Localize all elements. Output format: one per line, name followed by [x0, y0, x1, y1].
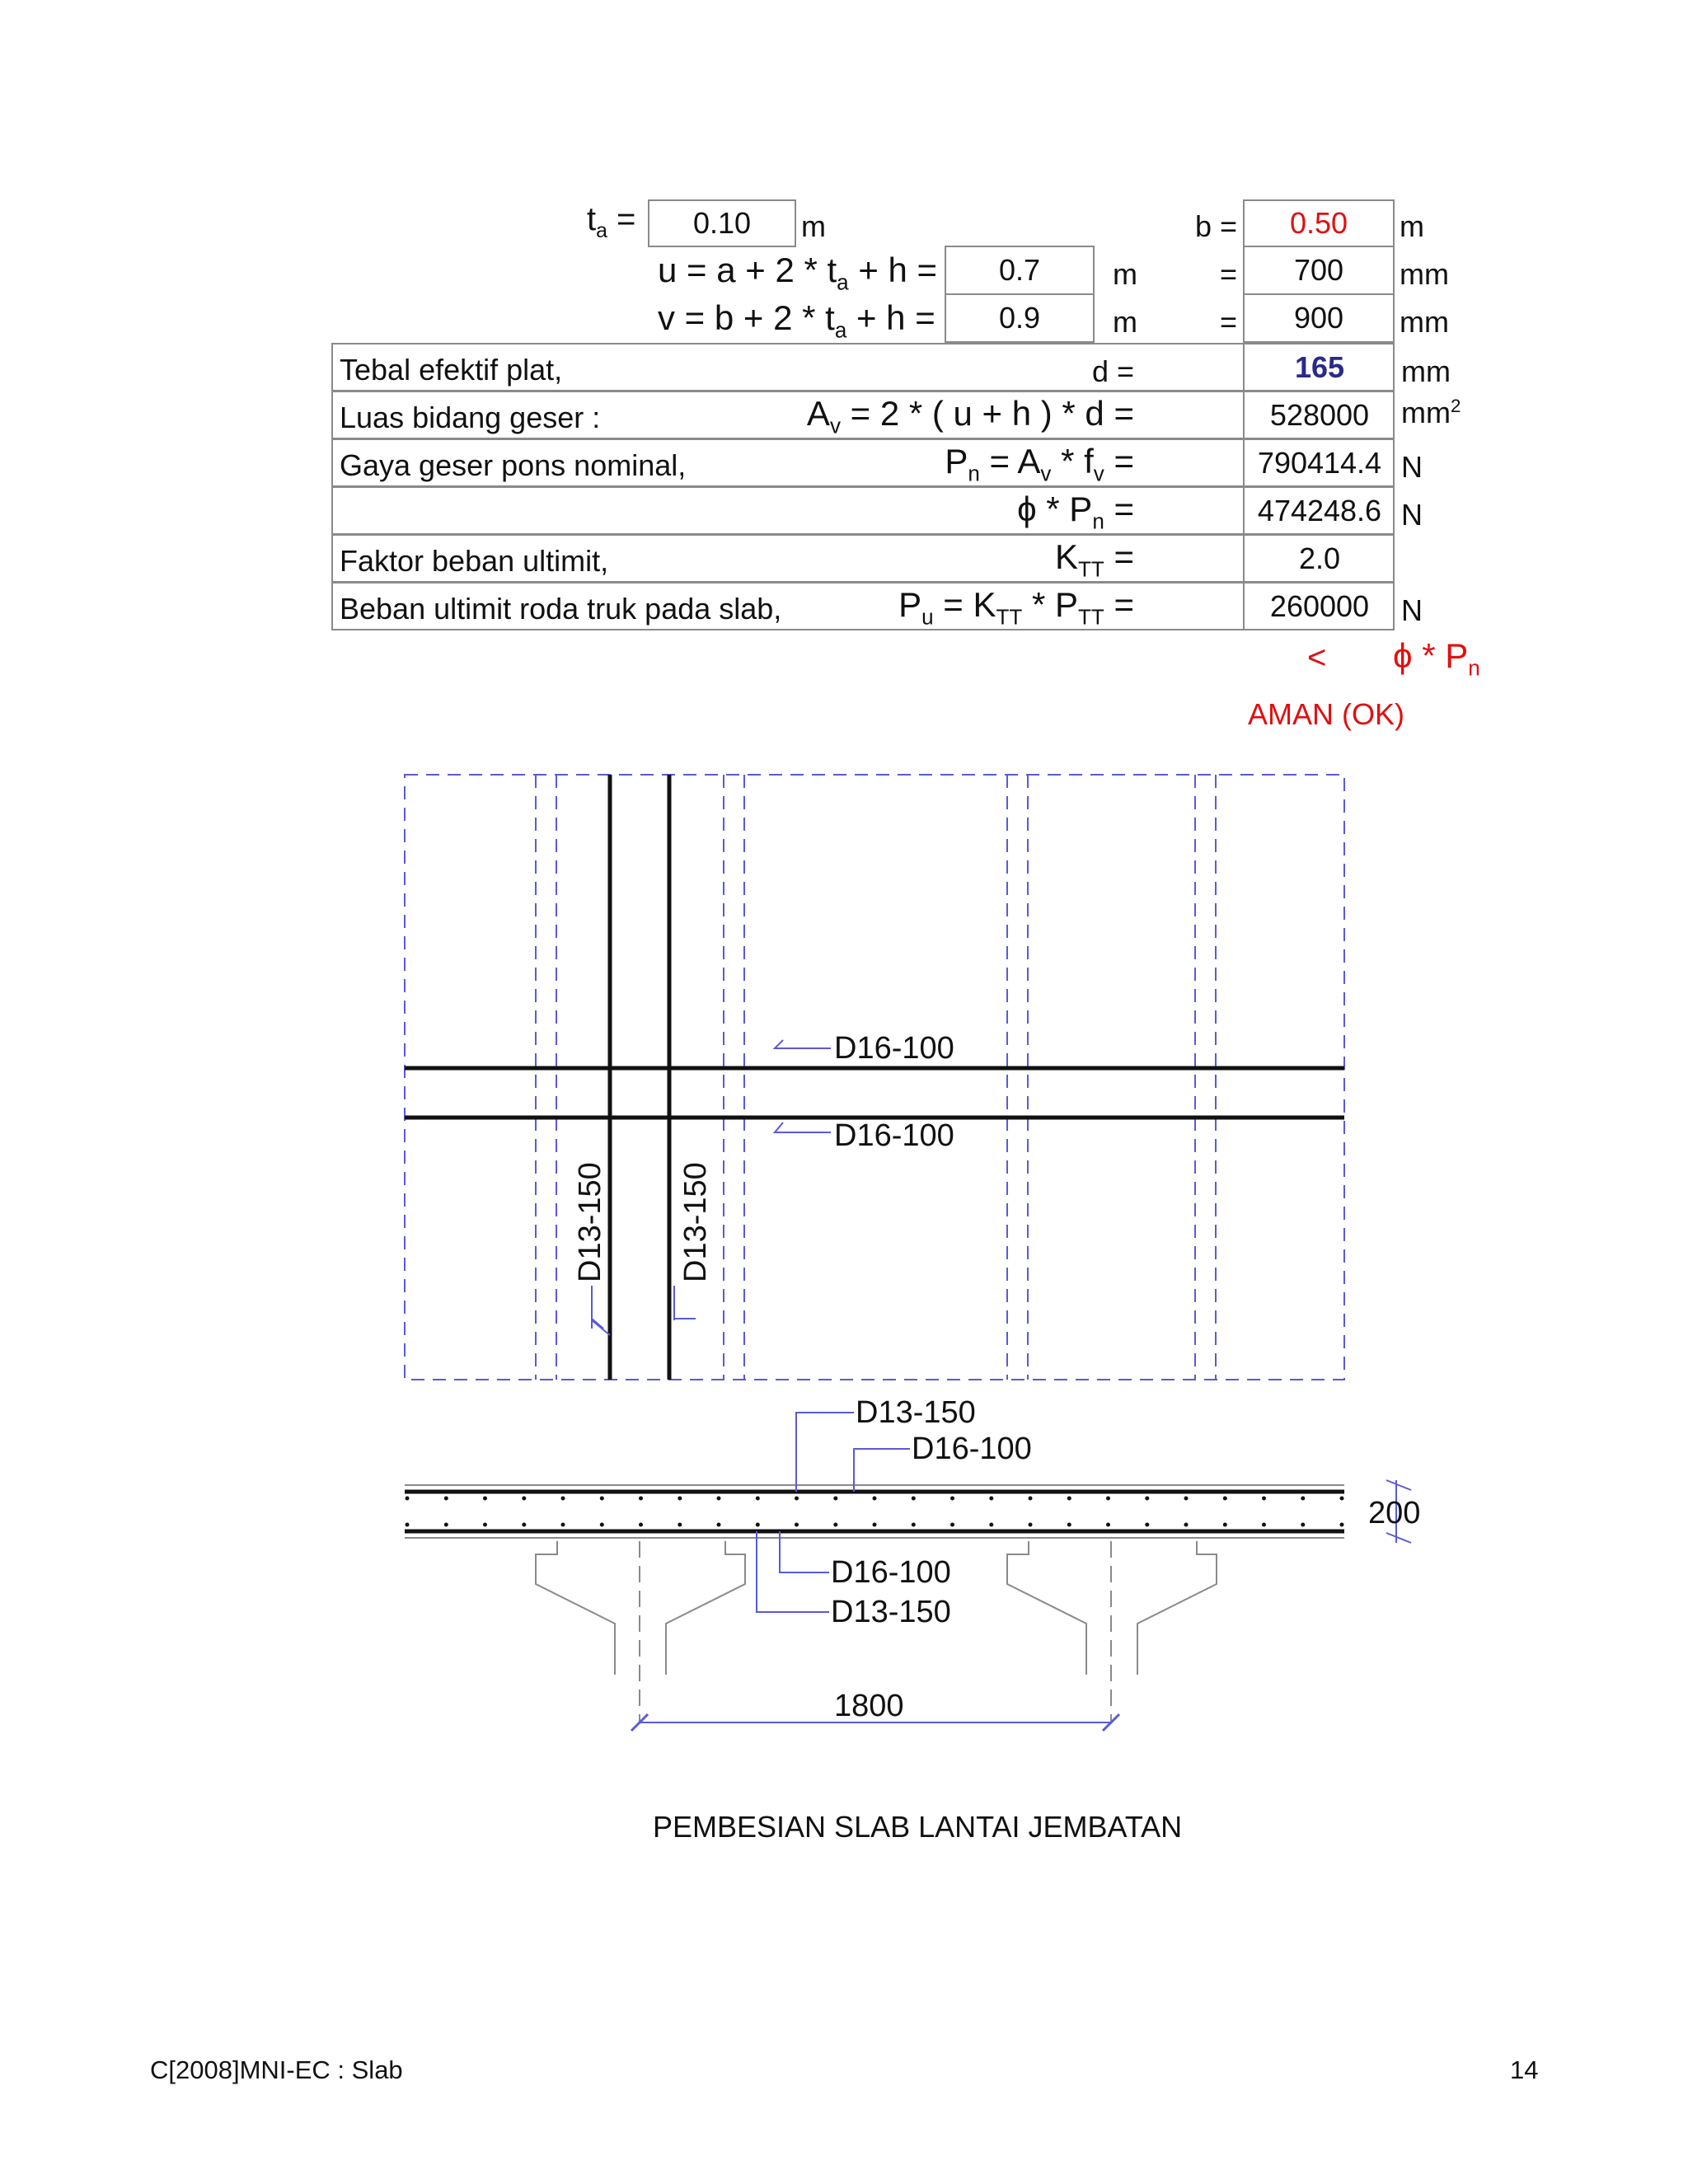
rebar-dot	[833, 1523, 837, 1527]
rebar-dot	[989, 1497, 993, 1501]
rebar-dot	[1223, 1497, 1227, 1501]
row-formula: d =	[1091, 354, 1134, 388]
u-mm-unit: mm	[1400, 257, 1449, 291]
section-dots	[406, 1497, 1344, 1527]
rebar-dot	[406, 1523, 410, 1527]
formula-part: = K	[933, 585, 996, 624]
dimension-tick	[1386, 1533, 1411, 1543]
rebar-dot	[912, 1497, 916, 1501]
v-value: 0.9	[998, 301, 1041, 335]
rebar-dot	[1106, 1523, 1110, 1527]
v-mm-value: 900	[1293, 301, 1344, 335]
check-result: AMAN (OK)	[1248, 697, 1405, 731]
u-formula-suffix: + h =	[848, 251, 938, 289]
u-equals: =	[1220, 257, 1238, 291]
formula-part: = 2 * ( u + h ) * d =	[840, 394, 1134, 433]
rebar-dot	[1184, 1497, 1189, 1501]
formula-sub: TT	[1077, 604, 1104, 630]
u-value: 0.7	[998, 253, 1041, 287]
rebar-dot	[989, 1523, 993, 1527]
rebar-dot	[678, 1523, 682, 1527]
b-value: 0.50	[1289, 206, 1348, 240]
load-factor-value: 2.0	[1298, 541, 1341, 575]
v-formula-sub: a	[834, 317, 847, 343]
plan-label-d16-top: D16-100	[834, 1031, 954, 1066]
rebar-dot	[1145, 1523, 1149, 1527]
row-unit: N	[1401, 450, 1423, 484]
girder-outline	[666, 1541, 745, 1675]
plan-rebars	[405, 775, 1344, 1380]
row-unit: mm	[1401, 354, 1451, 388]
ta-symbol: t	[587, 201, 597, 237]
row-unit: N	[1401, 498, 1423, 532]
formula-part: = A	[979, 442, 1041, 480]
formula-part: * P	[1022, 585, 1078, 624]
rebar-dot	[1262, 1523, 1266, 1527]
footer-page-number: 14	[1510, 2055, 1539, 2084]
b-label: b =	[1195, 209, 1238, 243]
rebar-dot	[756, 1497, 760, 1501]
nominal-shear-value: 790414.4	[1257, 445, 1382, 480]
formula-part: ϕ * P	[1017, 490, 1093, 528]
rebar-dot	[833, 1497, 837, 1501]
unit-text: mm	[1401, 396, 1451, 429]
u-mm-value: 700	[1293, 253, 1344, 287]
check-symbol: <	[1307, 640, 1327, 676]
row-label: Gaya geser pons nominal,	[340, 448, 687, 482]
rebar-dot	[483, 1497, 487, 1501]
leader-line	[775, 1040, 831, 1048]
formula-sub: v	[829, 413, 841, 438]
formula-sub: n	[1092, 509, 1104, 534]
rebar-dot	[600, 1497, 604, 1501]
formula-part: P	[898, 585, 922, 624]
rebar-dot	[1184, 1523, 1189, 1527]
v-equals: =	[1220, 305, 1238, 339]
formula-part: =	[1104, 537, 1134, 576]
rebar-dot	[1340, 1497, 1344, 1501]
rebar-dot	[756, 1523, 760, 1527]
drawing-caption: PEMBESIAN SLAB LANTAI JEMBATAN	[653, 1810, 1183, 1844]
ta-value: 0.10	[692, 206, 752, 240]
row-label: Beban ultimit roda truk pada slab,	[340, 592, 782, 626]
rebar-dot	[678, 1497, 682, 1501]
row-label: Luas bidang geser :	[340, 401, 601, 434]
spacing-dimension-label: 1800	[834, 1689, 904, 1723]
rebar-dot	[444, 1523, 448, 1527]
rebar-dot	[1106, 1497, 1110, 1501]
shear-area-value: 528000	[1269, 397, 1370, 432]
rebar-dot	[717, 1497, 721, 1501]
leader-line	[592, 1319, 603, 1329]
rebar-dot	[1301, 1523, 1305, 1527]
ta-unit: m	[801, 209, 826, 243]
rebar-dot	[1223, 1523, 1227, 1527]
section-label-d13-bottom: D13-150	[831, 1595, 951, 1629]
u-formula-prefix: u = a + 2 * t	[658, 251, 837, 289]
formula-part: =	[1104, 442, 1134, 480]
leader-line	[592, 1320, 610, 1335]
v-formula-suffix: + h =	[846, 298, 935, 337]
row-label: Tebal efektif plat,	[340, 353, 563, 387]
formula-sub: u	[921, 604, 934, 630]
leader-line	[796, 1413, 854, 1492]
row-unit: N	[1401, 593, 1423, 627]
section-label-d16-bottom: D16-100	[831, 1555, 951, 1590]
rebar-dot	[561, 1497, 565, 1501]
rebar-dot	[1029, 1497, 1033, 1501]
plan-label-d13-right: D13-150	[678, 1162, 713, 1282]
check-rhs-sub: n	[1468, 655, 1480, 681]
rebar-dot	[795, 1497, 799, 1501]
check-rhs-text: ϕ * P	[1393, 636, 1469, 675]
formula-sub: v	[1040, 461, 1052, 486]
girder-outline	[536, 1541, 615, 1675]
ta-equals: =	[607, 201, 636, 237]
rebar-dot	[717, 1523, 721, 1527]
formula-sub: TT	[996, 604, 1023, 630]
u-unit: m	[1113, 257, 1137, 291]
row-label: Faktor beban ultimit,	[340, 544, 609, 578]
rebar-dot	[561, 1523, 565, 1527]
formula-sub: TT	[1077, 556, 1104, 582]
girder-outline	[1007, 1541, 1086, 1675]
formula-part: P	[945, 442, 968, 480]
formula-sub: v	[1093, 461, 1104, 486]
rebar-dot	[1145, 1497, 1149, 1501]
rebar-dot	[444, 1497, 448, 1501]
rebar-dot	[483, 1523, 487, 1527]
plan-view	[405, 775, 1344, 1380]
section-label-d16-top: D16-100	[912, 1432, 1032, 1466]
thickness-value: 165	[1294, 349, 1345, 384]
thickness-dimension-label: 200	[1368, 1496, 1421, 1530]
v-mm-unit: mm	[1400, 305, 1449, 339]
rebar-dot	[873, 1497, 877, 1501]
ultimate-load-value: 260000	[1269, 588, 1370, 623]
rebar-dot	[522, 1523, 526, 1527]
formula-part: K	[1054, 537, 1078, 576]
rebar-dot	[1340, 1523, 1344, 1527]
dimension-tick	[1386, 1480, 1411, 1490]
section-label-d13-top: D13-150	[856, 1395, 976, 1430]
rebar-dot	[1029, 1523, 1033, 1527]
u-formula-sub: a	[837, 269, 849, 295]
plan-label-d13-left: D13-150	[573, 1162, 607, 1282]
ta-subscript: a	[596, 220, 607, 242]
phi-pn-value: 474248.6	[1257, 493, 1382, 527]
formula-sub: n	[968, 461, 980, 486]
rebar-dot	[1262, 1497, 1266, 1501]
rebar-dot	[1301, 1497, 1305, 1501]
rebar-dot	[522, 1497, 526, 1501]
rebar-dot	[1067, 1523, 1071, 1527]
rebar-dot	[795, 1523, 799, 1527]
v-unit: m	[1113, 305, 1137, 339]
rebar-dot	[912, 1523, 916, 1527]
footer-document-id: C[2008]MNI-EC : Slab	[150, 2055, 403, 2084]
v-formula-prefix: v = b + 2 * t	[658, 298, 835, 337]
formula-part: A	[806, 394, 830, 433]
plan-label-d16-bottom: D16-100	[834, 1118, 954, 1153]
rebar-dot	[1067, 1497, 1071, 1501]
rebar-dot	[950, 1523, 954, 1527]
plan-outline	[405, 775, 1344, 1380]
rebar-dot	[406, 1497, 410, 1501]
rebar-dot	[639, 1497, 643, 1501]
rebar-dot	[600, 1523, 604, 1527]
leader-line	[775, 1122, 831, 1132]
rebar-dot	[950, 1497, 954, 1501]
formula-part: * f	[1051, 442, 1094, 480]
b-unit: m	[1400, 209, 1424, 243]
rebar-dot	[639, 1523, 643, 1527]
formula-part: =	[1104, 490, 1134, 528]
rebar-dot	[873, 1523, 877, 1527]
girder-outline	[1137, 1541, 1217, 1675]
unit-sup: 2	[1450, 396, 1461, 416]
formula-part: =	[1104, 585, 1134, 624]
